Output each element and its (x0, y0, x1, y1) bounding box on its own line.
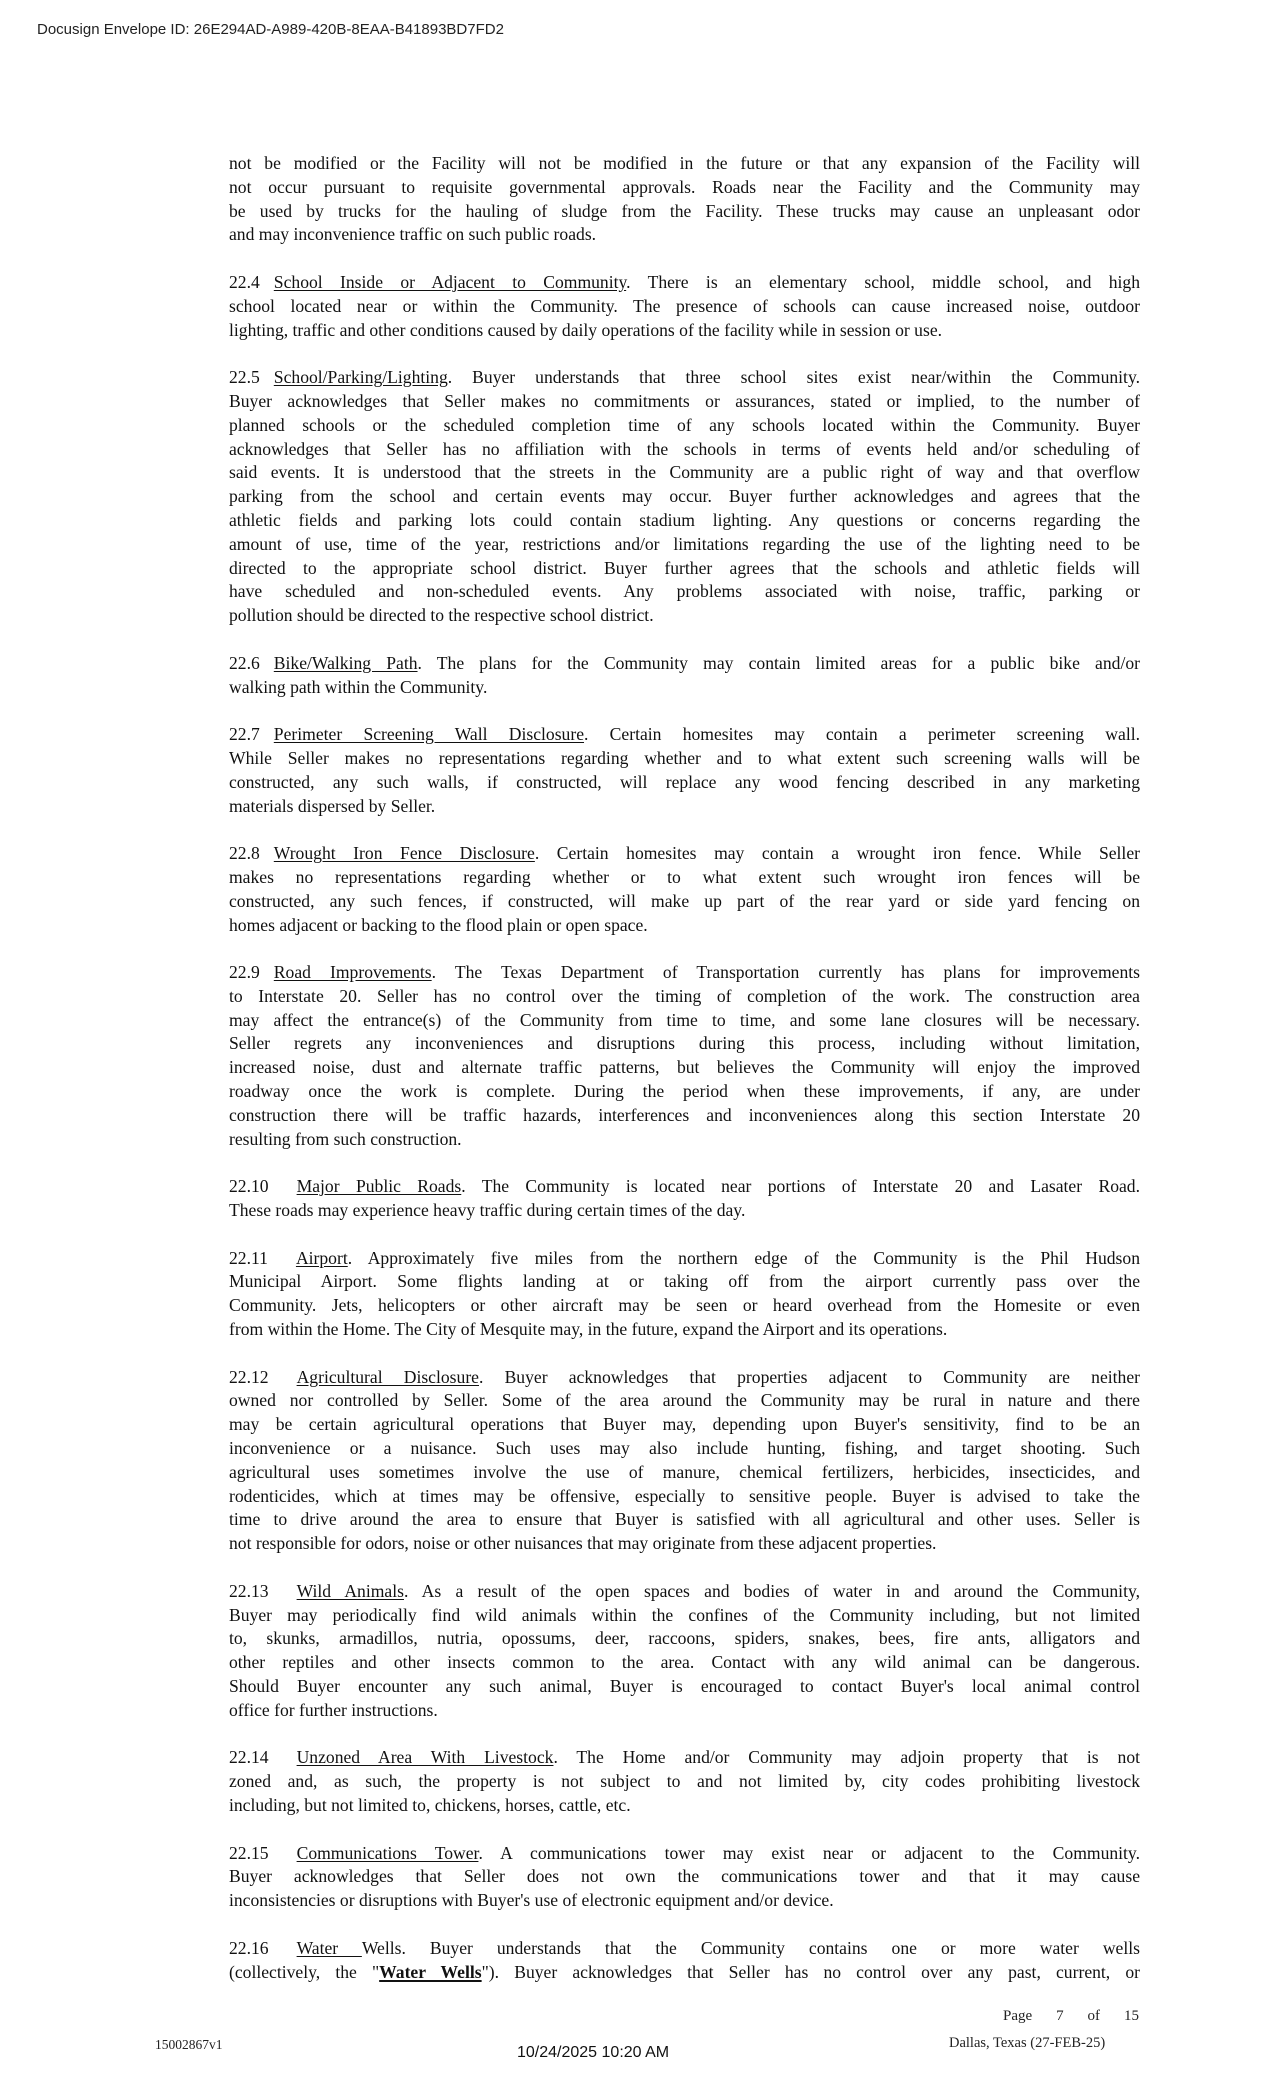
section-line (229, 604, 1140, 628)
section-number: 22.4 (229, 271, 260, 292)
section-line (229, 1794, 1140, 1818)
section-22-7 (229, 723, 1140, 818)
section-22-14 (229, 1746, 1140, 1817)
section-22-16 (229, 1937, 1140, 1985)
page-of: of (1087, 2008, 1101, 2024)
section-text: increased noise, dust and alternate traffic patterns, but believes the Community will enjoy the improved (229, 1057, 1140, 1078)
section-line (229, 676, 1140, 700)
document-body (229, 152, 1140, 2008)
section-line (229, 414, 1140, 438)
section-text: . There is an elementary school, middle school, and high (626, 271, 1140, 292)
paragraph-line: and may inconvenience traffic on such public roads. (229, 224, 597, 245)
section-line (229, 1485, 1140, 1509)
section-heading: Wild Animals (296, 1580, 404, 1601)
section-text: materials dispersed by Seller. (229, 795, 436, 816)
section-text: zoned and, as such, the property is not subject to and not limited by, city codes prohibiting livestock (229, 1771, 1140, 1792)
section-number: 22.10 (229, 1176, 269, 1197)
section-text: have scheduled and non-scheduled events. Any problems associated with noise, traffic, parking or (229, 581, 1140, 602)
section-text: Wells. Buyer understands that the Community contains one or more water wells (361, 1937, 1140, 1958)
section-text: . Certain homesites may contain a perimeter screening wall. (584, 724, 1140, 745)
section-text: parking from the school and certain events may occur. Buyer further acknowledges and agrees that the (229, 486, 1140, 507)
section-line (229, 842, 1140, 866)
section-text: to Interstate 20. Seller has no control over the timing of completion of the work. The construction area (229, 985, 1140, 1006)
section-number: 22.9 (229, 962, 260, 983)
section-line (229, 366, 1140, 390)
section-heading: Perimeter Screening Wall Disclosure (273, 724, 585, 745)
section-line (229, 319, 1140, 343)
section-line (229, 1865, 1140, 1889)
section-line (229, 1770, 1140, 1794)
section-line (229, 1318, 1140, 1342)
section-line (229, 1389, 1140, 1413)
paragraph-line: not be modified or the Facility will not be modified in the future or that any expansion of the Facility will (229, 153, 1140, 173)
section-22-8 (229, 842, 1140, 937)
section-line (229, 1056, 1140, 1080)
section-text: time to drive around the area to ensure that Buyer is satisfied with all agricultural and other uses. Seller is (229, 1509, 1140, 1530)
section-text: office for further instructions. (229, 1699, 438, 1720)
page-label: Page (1003, 2008, 1033, 2024)
section-line (229, 1199, 1140, 1223)
section-line (229, 1842, 1140, 1866)
section-line (229, 1032, 1140, 1056)
section-text: not responsible for odors, noise or other nuisances that may originate from these adjacent properties. (229, 1533, 937, 1554)
section-line (229, 771, 1140, 795)
section-heading: School Inside or Adjacent to Community (273, 271, 627, 292)
section-heading: School/Parking/Lighting (273, 367, 448, 388)
section-text: from within the Home. The City of Mesquite may, in the future, expand the Airport and its operations. (229, 1319, 948, 1340)
section-line (229, 438, 1140, 462)
section-text: While Seller makes no representations regarding whether and to what extent such screening walls will be (229, 747, 1140, 768)
section-text: athletic fields and parking lots could contain stadium lighting. Any questions or concerns regarding the (229, 509, 1140, 530)
section-text: . The Community is located near portions of Interstate 20 and Lasater Road. (461, 1176, 1140, 1197)
section-line (229, 985, 1140, 1009)
section-number: 22.16 (229, 1937, 269, 1958)
section-22-6 (229, 652, 1140, 700)
section-text: These roads may experience heavy traffic during certain times of the day. (229, 1200, 746, 1221)
section-line (229, 271, 1140, 295)
section-text: may affect the entrance(s) of the Community from time to time, and some lane closures will be necessary. (229, 1009, 1140, 1030)
section-text: (collectively, the " (229, 1961, 380, 1982)
section-line (229, 580, 1140, 604)
section-text: owned nor controlled by Seller. Some of the area around the Community may be rural in nature and there (229, 1390, 1140, 1411)
page-current: 7 (1056, 2008, 1064, 2024)
section-line (229, 1461, 1140, 1485)
section-22-4 (229, 271, 1140, 342)
section-line (229, 1175, 1140, 1199)
section-22-11 (229, 1247, 1140, 1342)
section-text: roadway once the work is complete. During the period when these improvements, if any, are under (229, 1081, 1140, 1102)
section-line (229, 1746, 1140, 1770)
section-line (229, 1413, 1140, 1437)
section-text: resulting from such construction. (229, 1128, 462, 1149)
intro-paragraph (229, 152, 1140, 247)
section-heading: Wrought Iron Fence Disclosure (273, 843, 535, 864)
section-heading: Agricultural Disclosure (296, 1366, 479, 1387)
section-number: 22.15 (229, 1842, 269, 1863)
page-total: 15 (1123, 2008, 1139, 2024)
section-line (229, 795, 1140, 819)
section-line (229, 961, 1140, 985)
section-text: planned schools or the scheduled completion time of any schools located within the Community. Buyer (229, 414, 1140, 435)
section-heading: Bike/Walking Path (273, 652, 418, 673)
section-number: 22.8 (229, 843, 260, 864)
section-text: Buyer may periodically find wild animals within the confines of the Community including, but not limited (229, 1604, 1140, 1625)
section-number: 22.14 (229, 1747, 269, 1768)
section-22-13 (229, 1580, 1140, 1723)
section-text: acknowledges that Seller has no affiliation with the schools in terms of events held and/or scheduling of (229, 438, 1140, 459)
section-line (229, 1270, 1140, 1294)
section-line (229, 509, 1140, 533)
section-text: inconvenience or a nuisance. Such uses may also include hunting, fishing, and target shooting. Such (229, 1438, 1140, 1459)
section-line (229, 533, 1140, 557)
section-number: 22.12 (229, 1366, 269, 1387)
section-heading: Road Improvements (273, 962, 432, 983)
section-line (229, 914, 1140, 938)
sections-list (229, 271, 1140, 1913)
section-text: "). Buyer acknowledges that Seller has no control over any past, current, or (481, 1961, 1141, 1982)
section-line (229, 1532, 1140, 1556)
section-line (229, 461, 1140, 485)
section-line (229, 1651, 1140, 1675)
section-line (229, 1294, 1140, 1318)
section-22-10 (229, 1175, 1140, 1223)
section-heading: Airport (295, 1247, 348, 1268)
section-heading: Major Public Roads (296, 1176, 462, 1197)
section-text: . The Home and/or Community may adjoin property that is not (553, 1747, 1141, 1768)
section-heading: Unzoned Area With Livestock (296, 1747, 554, 1768)
section-text: . A communications tower may exist near or adjacent to the Community. (478, 1842, 1140, 1863)
section-line (229, 1889, 1140, 1913)
section-text: Buyer acknowledges that Seller does not own the communications tower and that it may cause (229, 1866, 1140, 1887)
document-location: Dallas, Texas (27-FEB-25) (949, 2035, 1106, 2051)
section-text: may be certain agricultural operations that Buyer may, depending upon Buyer's sensitivity, find to be an (229, 1414, 1140, 1435)
section-line (229, 890, 1140, 914)
section-text: . The plans for the Community may contain limited areas for a public bike and/or (417, 652, 1140, 673)
section-text: . Certain homesites may contain a wrought iron fence. While Seller (534, 843, 1140, 864)
section-line (229, 1366, 1140, 1390)
section-line (229, 1604, 1140, 1628)
section-line (229, 557, 1140, 581)
paragraph-line: be used by trucks for the hauling of sludge from the Facility. These trucks may cause an unpleasant odor (229, 200, 1140, 221)
section-line (229, 1937, 1140, 1961)
signing-timestamp: 10/24/2025 10:20 AM (517, 2044, 670, 2061)
section-text: homes adjacent or backing to the flood plain or open space. (229, 914, 648, 935)
section-line (229, 1627, 1140, 1651)
paragraph-line: not occur pursuant to requisite governmental approvals. Roads near the Facility and the Community may (229, 176, 1140, 197)
section-text: school located near or within the Community. The presence of schools can cause increased noise, outdoor (229, 295, 1140, 316)
defined-term: Water Wells (379, 1961, 482, 1982)
section-line (229, 1247, 1140, 1271)
section-number: 22.11 (229, 1247, 268, 1268)
section-text: agricultural uses sometimes involve the use of manure, chemical fertilizers, herbicides, insecticides, and (229, 1461, 1140, 1482)
section-text: Municipal Airport. Some flights landing at or taking off from the airport currently pass over the (229, 1271, 1140, 1292)
section-text: lighting, traffic and other conditions caused by daily operations of the facility while in session or use. (229, 319, 943, 340)
page-number (1003, 2008, 1139, 2025)
section-line (229, 1675, 1140, 1699)
section-number: 22.5 (229, 367, 260, 388)
section-text: said events. It is understood that the streets in the Community are a public right of way and that overflow (229, 462, 1140, 483)
section-heading: Communications Tower (296, 1842, 479, 1863)
section-line (229, 1580, 1140, 1604)
section-text: Seller regrets any inconveniences and disruptions during this process, including without limitation, (229, 1033, 1140, 1054)
section-heading: Water (296, 1937, 362, 1958)
section-text: including, but not limited to, chickens, horses, cattle, etc. (229, 1794, 631, 1815)
section-line (229, 1104, 1140, 1128)
section-line (229, 390, 1140, 414)
section-text: inconsistencies or disruptions with Buyer's use of electronic equipment and/or device. (229, 1890, 834, 1911)
section-number: 22.13 (229, 1580, 269, 1601)
section-22-5 (229, 366, 1140, 628)
section-text: Community. Jets, helicopters or other aircraft may be seen or heard overhead from the Homesite or even (229, 1295, 1140, 1316)
section-text: . Approximately five miles from the northern edge of the Community is the Phil Hudson (347, 1247, 1140, 1268)
section-line (229, 1961, 1140, 1985)
section-line (229, 295, 1140, 319)
section-text: rodenticides, which at times may be offensive, especially to sensitive people. Buyer is advised to take the (229, 1485, 1140, 1506)
section-text: . As a result of the open spaces and bodies of water in and around the Community, (403, 1580, 1141, 1601)
section-text: directed to the appropriate school district. Buyer further agrees that the schools and athletic fields will (229, 557, 1140, 578)
section-number: 22.6 (229, 652, 260, 673)
section-text: construction there will be traffic hazards, interferences and inconveniences along this section Interstate 20 (229, 1104, 1140, 1125)
section-text: to, skunks, armadillos, nutria, opossums, deer, raccoons, spiders, snakes, bees, fire ants, alligators and (229, 1628, 1140, 1649)
section-22-12 (229, 1366, 1140, 1556)
section-line (229, 1508, 1140, 1532)
section-number: 22.7 (229, 724, 260, 745)
section-text: pollution should be directed to the respective school district. (229, 605, 654, 626)
section-line (229, 723, 1140, 747)
section-text: Should Buyer encounter any such animal, Buyer is encouraged to contact Buyer's local animal control (229, 1676, 1140, 1696)
section-line (229, 747, 1140, 771)
docusign-envelope-id: Docusign Envelope ID: 26E294AD-A989-420B-8EAA-B41893BD7FD2 (37, 21, 504, 38)
section-text: other reptiles and other insects common to the area. Contact with any wild animal can be dangerous. (229, 1652, 1140, 1673)
section-text: Buyer acknowledges that Seller makes no commitments or assurances, stated or implied, to the number of (229, 390, 1140, 411)
section-line (229, 1080, 1140, 1104)
section-text: amount of use, time of the year, restrictions and/or limitations regarding the use of the lighting need to be (229, 533, 1140, 554)
section-22-9 (229, 961, 1140, 1151)
section-text: constructed, any such fences, if constructed, will make up part of the rear yard or side yard fencing on (229, 890, 1140, 911)
section-line (229, 485, 1140, 509)
section-text: . Buyer understands that three school sites exist near/within the Community. (447, 367, 1140, 388)
section-text: walking path within the Community. (229, 676, 488, 697)
section-text: constructed, any such walls, if constructed, will replace any wood fencing described in any marketing (229, 771, 1140, 792)
section-text: . Buyer acknowledges that properties adjacent to Community are neither (479, 1366, 1140, 1387)
section-text: makes no representations regarding whether or to what extent such wrought iron fences will be (229, 866, 1140, 887)
section-text: . The Texas Department of Transportation currently has plans for improvements (431, 962, 1140, 983)
section-line (229, 866, 1140, 890)
section-line (229, 1009, 1140, 1033)
section-line (229, 652, 1140, 676)
section-line (229, 1699, 1140, 1723)
document-id: 15002867v1 (155, 2037, 223, 2052)
section-line (229, 1437, 1140, 1461)
section-line (229, 1128, 1140, 1152)
section-22-15 (229, 1842, 1140, 1913)
